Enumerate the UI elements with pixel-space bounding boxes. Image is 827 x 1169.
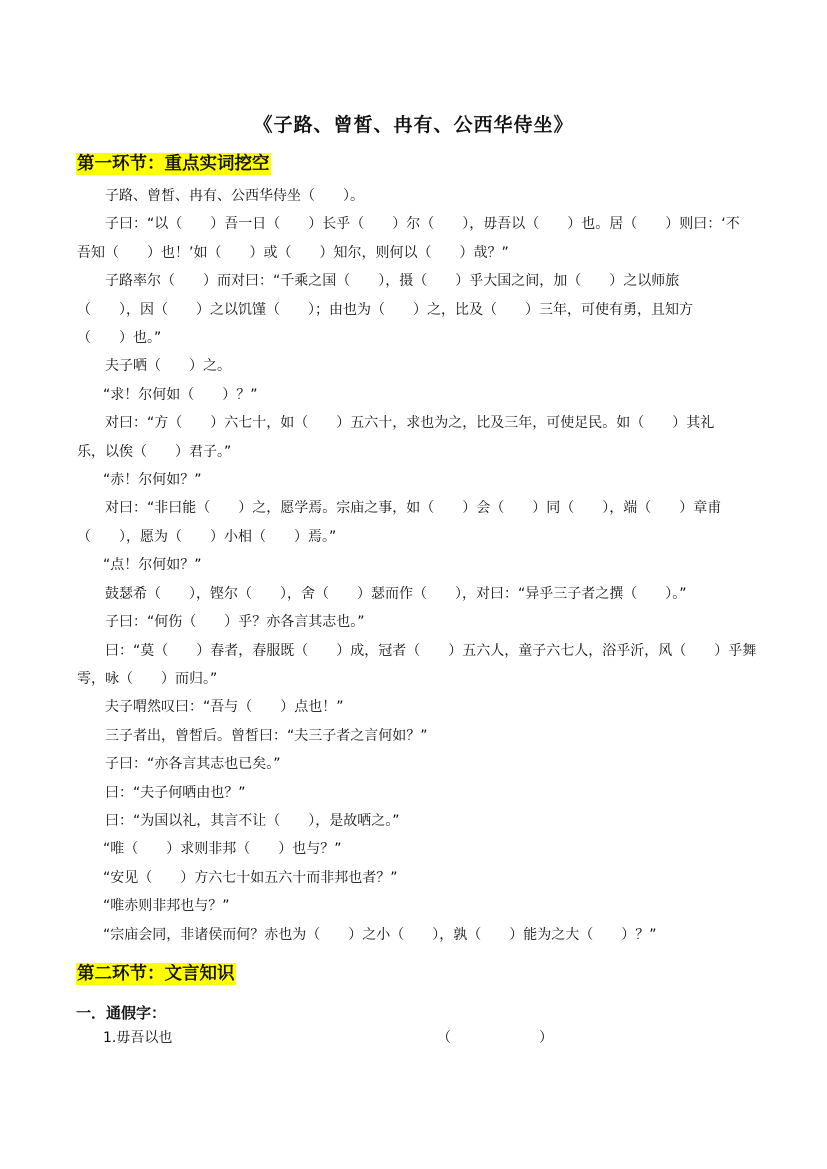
text-line: 对曰：“非曰能（ ）之，愿学焉。宗庙之事，如（ ）会（ ）同（ ），端（ ）章甫 — [105, 500, 722, 517]
text-line: “赤！尔何如？” — [103, 472, 202, 489]
text-line: 夫子喟然叹曰：“吾与（ ）点也！” — [105, 699, 344, 716]
text-line: 子路、曾皙、冉有、公西华侍坐（ ）。 — [105, 188, 364, 204]
page-title: 《子路、曾皙、冉有、公西华侍坐》 — [253, 114, 574, 136]
text-line: 夫子哂（ ）之。 — [105, 358, 231, 375]
text-line: 三子者出，曾皙后。曾皙曰：“夫三子者之言何如？” — [105, 727, 428, 744]
text-line: 吾知（ ）也！’如（ ）或（ ）知尔，则何以（ ）哉？” — [77, 244, 509, 261]
subheading-tongjiazi: 一．通假字： — [76, 1004, 167, 1022]
section-1-body — [77, 182, 757, 949]
text-line: “点！尔何如？” — [103, 557, 202, 574]
text-line: “宗庙会同，非诸侯而何？赤也为（ ）之小（ ），孰（ ）能为之大（ ）？” — [103, 926, 657, 943]
answer-blank[interactable] — [437, 1028, 553, 1048]
text-line: （ ），因（ ）之以饥馑（ ）；由也为（ ）之，比及（ ）三年，可使有勇，且知方 — [77, 301, 693, 318]
text-line: “唯（ ）求则非邦（ ）也与？” — [103, 841, 342, 858]
text-line: 曰：“夫子何哂由也？” — [105, 784, 246, 801]
list-item: 1.毋吾以也 — [103, 1030, 173, 1046]
section-heading-2: 第二环节：文言知识 — [77, 964, 235, 984]
text-line: 子路率尔（ ）而对曰：“千乘之国（ ），摄（ ）乎大国之间，加（ ）之以师旅 — [105, 273, 680, 290]
text-line: 曰：“莫（ ）春者，春服既（ ）成，冠者（ ）五六人，童子六七人，浴乎沂，风（ ）乎舞 — [105, 642, 757, 659]
text-line: 对曰：“方（ ）六七十，如（ ）五六十，求也为之，比及三年，可使足民。如（ ）其礼 — [105, 415, 715, 432]
text-line: “唯赤则非邦也与？” — [103, 898, 230, 915]
text-line: “求！尔何如（ ）？” — [103, 386, 258, 403]
text-line: “安见（ ）方六七十如五六十而非邦也者？” — [103, 869, 398, 886]
section-heading-1: 第一环节：重点实词挖空 — [77, 154, 270, 174]
text-line: 子曰：“以（ ）吾一日（ ）长乎（ ）尔（ ），毋吾以（ ）也。居（ ）则曰：‘不 — [105, 216, 740, 233]
text-line: 子曰：“亦各言其志也已矣。” — [105, 756, 281, 773]
text-line: 鼓瑟希（ ），铿尔（ ），舍（ ）瑟而作（ ），对曰：“异乎三子者之撰（ ）。” — [105, 585, 687, 602]
text-line: 乐，以俟（ ）君子。” — [77, 443, 232, 460]
text-line: 雩，咏（ ）而归。” — [77, 670, 218, 687]
paren-close: ） — [539, 1030, 553, 1046]
text-line: （ ）也。” — [77, 330, 162, 347]
text-line: 曰：“为国以礼，其言不让（ ），是故哂之。” — [105, 812, 400, 829]
text-line: （ ），愿为（ ）小相（ ）焉。” — [77, 528, 337, 545]
text-line: 子曰：“何伤（ ）乎？亦各言其志也。” — [105, 614, 365, 631]
paren-open: （ — [437, 1030, 451, 1046]
